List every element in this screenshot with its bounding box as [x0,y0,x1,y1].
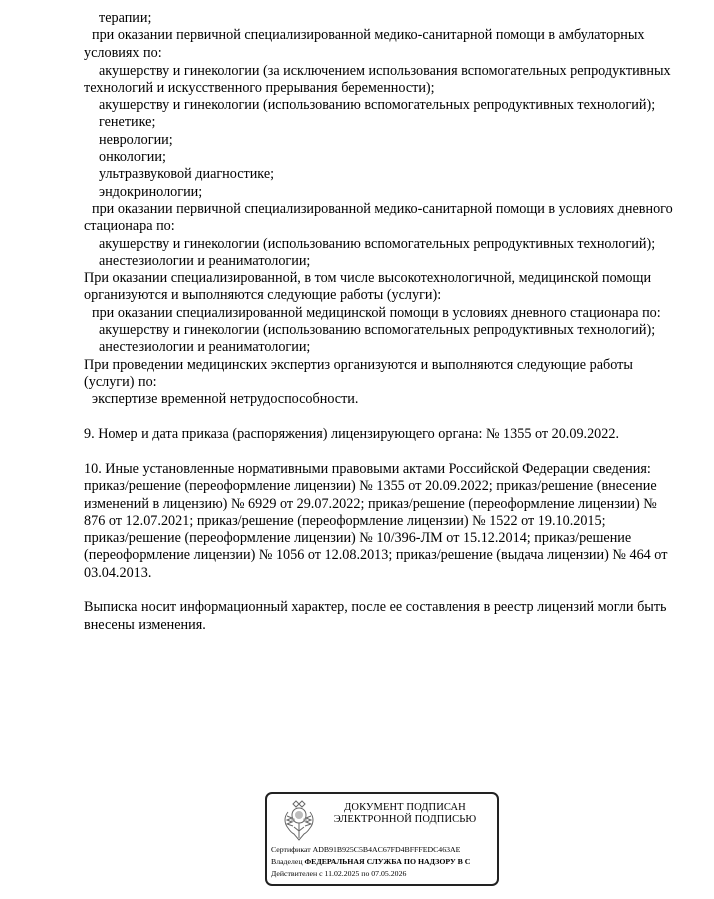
stamp-title-line-2: ЭЛЕКТРОННОЙ ПОДПИСЬЮ [333,814,477,825]
text-line: При проведении медицинских экспертиз организуются и выполняются следующие работы [84,357,633,373]
text-line: экспертизе временной нетрудоспособности. [92,391,359,407]
text-line: условиях по: [84,45,162,61]
text-line: акушерству и гинекологии (использованию вспомогательных репродуктивных технологий); [99,236,656,252]
text-line: 10. Иные установленные нормативными правовыми актами Российской Федерации сведения: [84,461,651,477]
owner-label: Владелец [271,857,303,866]
electronic-signature-stamp [265,792,499,886]
text-line: акушерству и гинекологии (за исключением использования вспомогательных репродуктивных [99,63,671,79]
validity-row: Действителен с 11.02.2025 по 07.05.2026 [271,869,407,878]
text-line: генетике; [99,114,156,130]
text-line: терапии; [99,10,152,26]
text-line: приказ/решение (переоформление лицензии) № 10/396-ЛМ от 15.12.2014; приказ/решение [84,530,632,546]
text-line: стационара по: [84,218,175,234]
text-line: приказ/решение (переоформление лицензии) № 1355 от 20.09.2022; приказ/решение (внесение [84,478,657,494]
text-line: При оказании специализированной, в том числе высокотехнологичной, медицинской помощи [84,270,652,286]
text-line: акушерству и гинекологии (использованию вспомогательных репродуктивных технологий); [99,97,656,113]
certificate-value: ADB91B925C5B4AC67FD4BFFFEDC463AE [312,845,461,854]
text-line: (переоформление лицензии) № 1056 от 12.08.2013; приказ/решение (выдача лицензии) № 464 от [84,547,668,563]
coat-of-arms-icon [282,800,316,844]
text-line: (услуги) по: [84,374,157,390]
certificate-row [271,845,460,855]
text-line: при оказании первичной специализированной медико-санитарной помощи в амбулаторных [92,27,645,43]
owner-value: ФЕДЕРАЛЬНАЯ СЛУЖБА ПО НАДЗОРУ В С [304,857,471,866]
text-line: организуются и выполняются следующие работы (услуги): [84,287,442,303]
stamp-title-line-1: ДОКУМЕНТ ПОДПИСАН [344,802,466,813]
owner-row [271,857,470,867]
text-line: неврологии; [99,132,173,148]
disclaimer-line: Выписка носит информационный характер, после ее составления в реестр лицензий могли быть [84,599,667,615]
text-line: акушерству и гинекологии (использованию вспомогательных репродуктивных технологий); [99,322,656,338]
text-line: 876 от 12.07.2021; приказ/решение (переоформление лицензии) № 1522 от 19.10.2015; [84,513,606,529]
text-line: эндокринологии; [99,184,203,200]
text-line: 03.04.2013. [84,565,152,581]
text-line: изменений в лицензию) № 6929 от 29.07.2022; приказ/решение (переоформление лицензии) № [84,496,657,512]
disclaimer-line: внесены изменения. [84,617,206,633]
text-line: ультразвуковой диагностике; [99,166,275,182]
text-line: при оказании первичной специализированной медико-санитарной помощи в условиях дневного [92,201,673,217]
text-line: анестезиологии и реаниматологии; [99,339,311,355]
text-line: анестезиологии и реаниматологии; [99,253,311,269]
text-line: технологий и искусственного прерывания беременности); [84,80,435,96]
license-order-line: 9. Номер и дата приказа (распоряжения) лицензирующего органа: № 1355 от 20.09.2022. [84,426,620,442]
text-line: онкологии; [99,149,166,165]
text-line: при оказании специализированной медицинской помощи в условиях дневного стационара по: [92,305,661,321]
certificate-label: Сертификат [271,845,311,854]
